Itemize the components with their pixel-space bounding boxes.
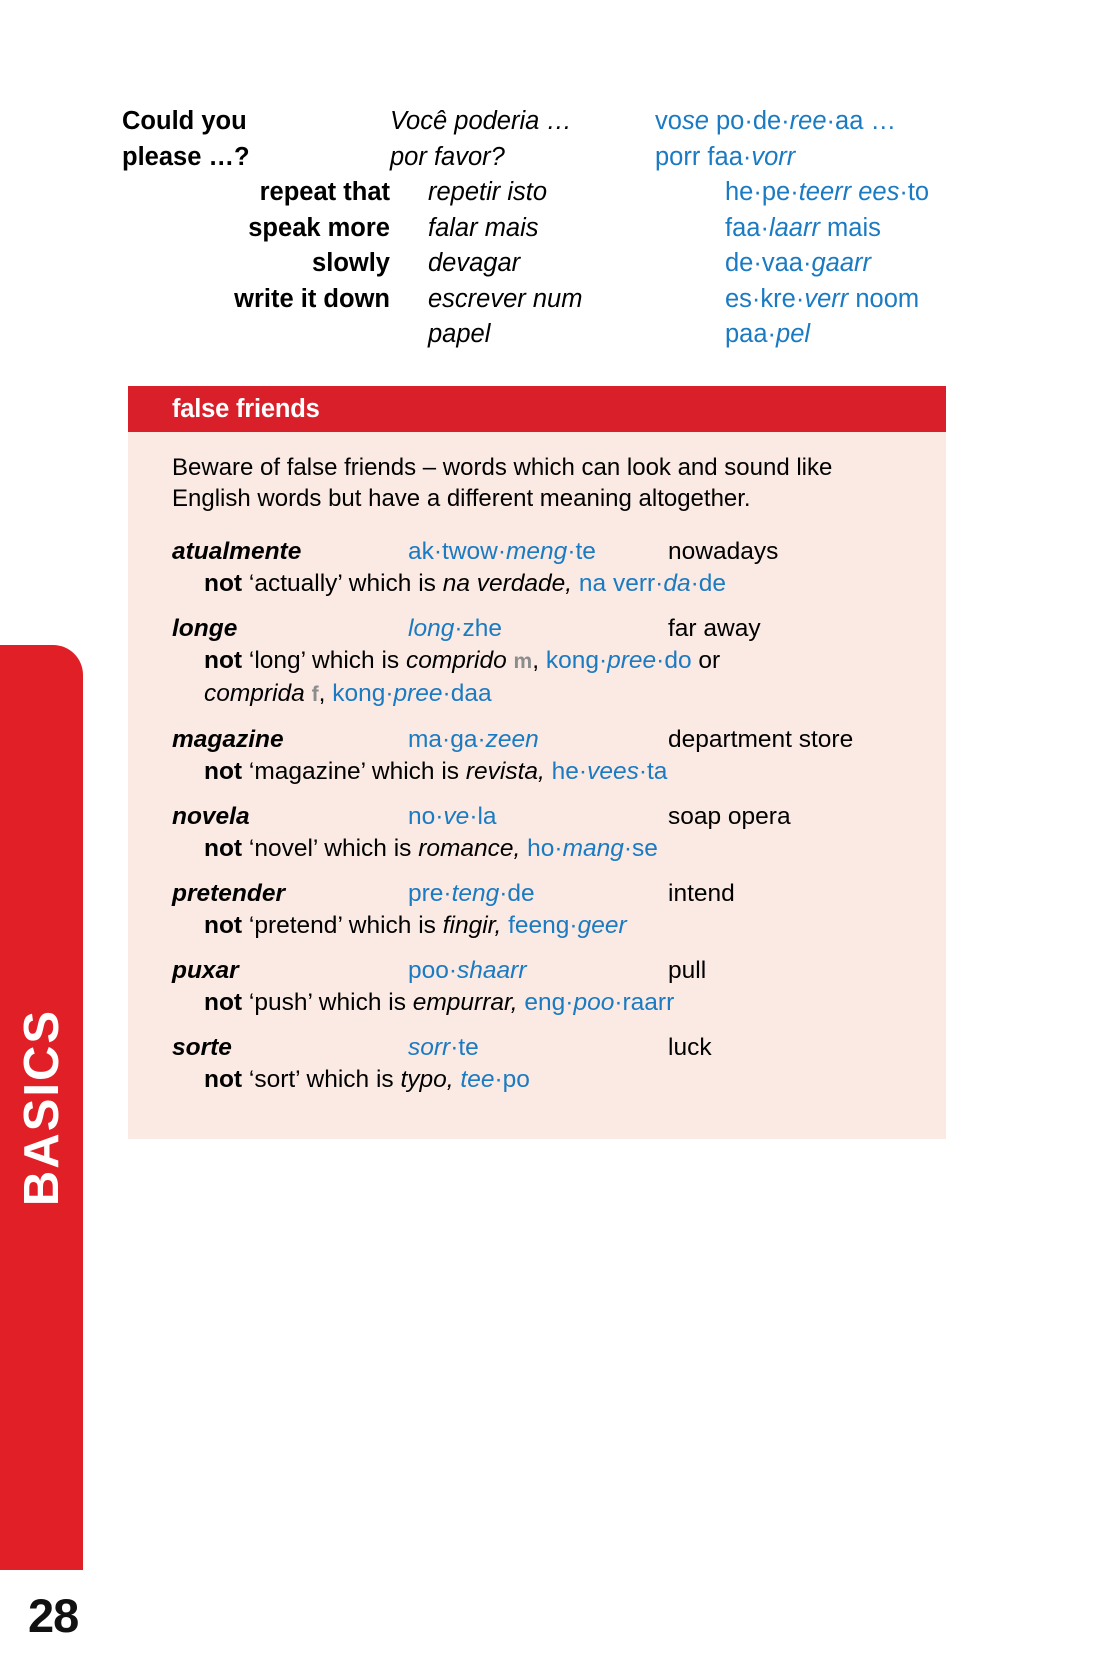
phrase-portuguese: falar mais	[428, 213, 539, 242]
note-pronunciation: ho·mang·se	[520, 835, 658, 862]
phrase-portuguese: escrever num	[428, 284, 583, 313]
false-friend-note: not ‘push’ which is empurrar, eng·poo·raarr	[204, 989, 675, 1016]
false-friend-entry	[172, 1032, 916, 1096]
phrase-pronunciation: porr faa·vorr	[655, 142, 796, 171]
phrase-pronunciation: he·pe·teerr ees·to	[725, 178, 930, 206]
phrase-pronunciation: de·vaa·gaarr	[725, 249, 871, 277]
false-friend-pronunciation: pre·teng·de	[408, 880, 535, 907]
note-pronunciation: feeng·geer	[501, 912, 627, 939]
phrase-portuguese: repetir isto	[428, 178, 548, 206]
false-friends-intro: Beware of false friends – words which can look and sound like English words but have a different meaning altogether.	[172, 454, 833, 512]
false-friend-word: sorte	[172, 1034, 232, 1061]
false-friend-entry	[172, 801, 916, 865]
phrase-pronunciation: es·kre·verr noom	[725, 284, 920, 313]
phrase-pronunciation: paa·pel	[725, 320, 811, 348]
false-friend-entry	[172, 724, 916, 788]
false-friend-word: novela	[172, 803, 250, 830]
note-pronunciation: tee·po	[460, 1066, 530, 1093]
false-friend-meaning: pull	[668, 957, 707, 984]
false-friends-header	[128, 386, 946, 432]
page-number: 28	[28, 1589, 79, 1642]
false-friend-meaning: nowadays	[668, 538, 779, 565]
section-tab-label: BASICS	[14, 1008, 69, 1207]
phrase-row	[122, 175, 952, 211]
note-pronunciation: kong·pree·daa	[325, 680, 492, 707]
false-friend-word: magazine	[172, 726, 284, 753]
false-friend-main-line	[172, 801, 916, 833]
false-friend-entry	[172, 955, 916, 1019]
false-friend-entry	[172, 613, 916, 711]
false-friends-entry-list	[172, 536, 916, 1096]
phrase-row	[122, 140, 952, 176]
phrase-row	[122, 246, 952, 282]
false-friend-main-line	[172, 613, 916, 645]
false-friend-word: atualmente	[172, 538, 302, 565]
phrase-row	[122, 317, 952, 353]
false-friend-note-continued: comprida f, kong·pree·daa	[204, 680, 492, 707]
false-friend-pronunciation: sorr·te	[408, 1034, 479, 1061]
phrase-english: Could you	[122, 107, 247, 135]
note-pronunciation: he·vees·ta	[544, 758, 668, 785]
false-friend-word: longe	[172, 615, 238, 642]
false-friend-note: not ‘pretend’ which is fingir, feeng·geer	[204, 912, 627, 939]
phrase-portuguese: por favor?	[390, 142, 505, 171]
phrase-english: please …?	[122, 142, 250, 171]
false-friends-body	[128, 432, 946, 1139]
phrase-row	[122, 211, 952, 247]
gender-marker: f	[311, 683, 319, 706]
false-friend-main-line	[172, 724, 916, 756]
false-friend-meaning: soap opera	[668, 803, 791, 830]
phrase-portuguese: papel	[428, 320, 491, 348]
false-friend-note: not ‘actually’ which is na verdade, na verr·da·de	[204, 570, 727, 597]
false-friend-note: not ‘sort’ which is typo, tee·po	[204, 1066, 530, 1093]
false-friends-box	[128, 386, 946, 1139]
false-friend-note: not ‘magazine’ which is revista, he·vees·ta	[204, 758, 668, 785]
section-tab-basics	[0, 645, 83, 1570]
false-friend-pronunciation: poo·shaarr	[408, 957, 527, 984]
phrase-portuguese: Você poderia …	[390, 107, 572, 135]
false-friends-title: false friends	[172, 394, 320, 423]
phrase-table	[122, 104, 952, 353]
note-pronunciation: kong·pree·do	[539, 647, 692, 674]
false-friend-main-line	[172, 1032, 916, 1064]
false-friend-entry	[172, 878, 916, 942]
note-pronunciation: eng·poo·raarr	[517, 989, 675, 1016]
false-friend-word: puxar	[172, 957, 239, 984]
false-friend-note: not ‘long’ which is comprido m, kong·pree·do or	[204, 647, 721, 674]
phrase-pronunciation: vose po·de·ree·aa …	[655, 107, 896, 135]
phrase-row	[122, 282, 952, 318]
phrase-portuguese: devagar	[428, 249, 521, 277]
phrase-english: write it down	[234, 284, 390, 313]
phrase-english: speak more	[248, 213, 390, 242]
false-friend-meaning: luck	[668, 1034, 712, 1061]
false-friend-pronunciation: ak·twow·meng·te	[408, 538, 596, 565]
false-friend-main-line	[172, 536, 916, 568]
gender-marker: m	[513, 650, 533, 673]
false-friend-main-line	[172, 955, 916, 987]
false-friend-pronunciation: no·ve·la	[408, 803, 497, 830]
false-friend-pronunciation: long·zhe	[408, 615, 502, 642]
false-friend-note: not ‘novel’ which is romance, ho·mang·se	[204, 835, 658, 862]
phrase-english: slowly	[312, 249, 390, 277]
false-friend-entry	[172, 536, 916, 600]
false-friend-word: pretender	[172, 880, 286, 907]
false-friend-main-line	[172, 878, 916, 910]
false-friend-meaning: far away	[668, 615, 761, 642]
phrase-english: repeat that	[259, 178, 390, 206]
false-friend-meaning: intend	[668, 880, 735, 907]
false-friend-pronunciation: ma·ga·zeen	[408, 726, 539, 753]
false-friend-meaning: department store	[668, 726, 854, 753]
note-pronunciation: na verr·da·de	[572, 570, 727, 597]
phrase-pronunciation: faa·laarr mais	[725, 213, 881, 242]
phrase-row	[122, 104, 952, 140]
